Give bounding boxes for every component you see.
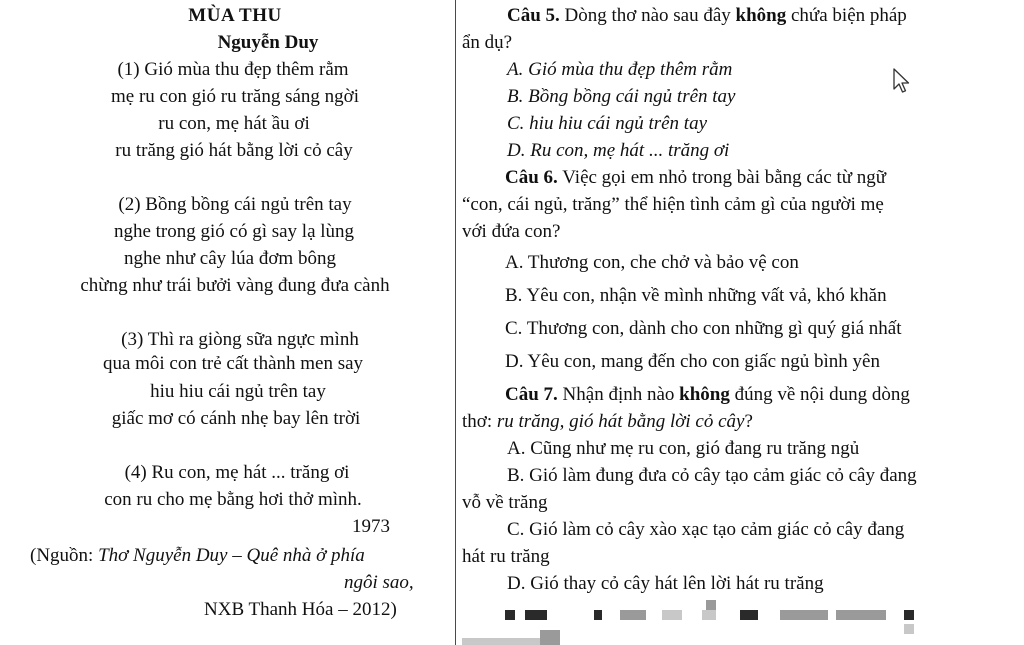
question-6-stem-cont: “con, cái ngủ, trăng” thể hiện tình cảm gì của người mẹ [462,194,884,215]
poem-line: chừng như trái bưởi vàng đung đưa cành [80,275,390,296]
question-7-label: Câu 7. [505,384,558,405]
poem-line: mẹ ru con gió ru trăng sáng ngời [110,86,360,107]
poem-line: con ru cho mẹ bằng hơi thở mình. [104,489,362,510]
answer-option[interactable]: A. Gió mùa thu đẹp thêm rằm [507,59,733,80]
poem-line: hiu hiu cái ngủ trên tay [150,381,326,402]
poem-line: nghe như cây lúa đơm bông [124,248,336,269]
source-title-continued: ngôi sao, [344,572,414,593]
answer-option[interactable]: A. Thương con, che chở và bảo vệ con [505,252,799,273]
answer-option[interactable]: C. Thương con, dành cho con những gì quý giá nhất [505,318,902,339]
answer-option-cont[interactable]: vỗ về trăng [462,492,548,513]
question-6-stem-cont: với đứa con? [462,221,561,242]
emphasis-not: không [679,384,730,405]
quoted-verse: ru trăng, gió hát bằng lời cỏ cây [496,411,745,432]
mouse-pointer-icon [892,68,910,94]
source-prefix: (Nguồn: [30,545,99,566]
source-publisher: NXB Thanh Hóa – 2012) [204,599,397,620]
poem-year: 1973 [352,516,390,537]
poem-line: nghe trong gió có gì say lạ lùng [113,221,355,242]
answer-option[interactable]: D. Yêu con, mang đến cho con giấc ngủ bình yên [505,351,880,372]
question-7-stem: Câu 7. Nhận định nào không đúng về nội dung dòng [505,384,910,405]
poem-line: (2) Bồng bồng cái ngủ trên tay [118,194,352,215]
emphasis-not: không [735,5,787,26]
answer-option[interactable]: B. Gió làm đung đưa cỏ cây tạo cảm giác cỏ cây đang [507,465,917,486]
column-divider [455,0,456,645]
answer-option[interactable]: D. Ru con, mẹ hát ... trăng ơi [507,140,730,161]
question-5-stem: Câu 5. Dòng thơ nào sau đây không chứa biện pháp [507,5,907,26]
poem-line: (1) Gió mùa thu đẹp thêm rằm [117,59,349,80]
answer-option[interactable]: C. Gió làm cỏ cây xào xạc tạo cảm giác cỏ cây đang [507,519,905,540]
poem-line: ru trăng gió hát bằng lời cỏ cây [115,140,353,161]
poem-line: (3) Thì ra giòng sữa ngực mình [121,329,359,350]
answer-option[interactable]: B. Bồng bồng cái ngủ trên tay [507,86,736,107]
question-5-stem-cont: ẩn dụ? [462,32,513,53]
poem-line: (4) Ru con, mẹ hát ... trăng ơi [124,462,350,483]
poem-title: MÙA THU [188,5,282,26]
question-7-stem-cont: thơ: ru trăng, gió hát bằng lời cỏ cây? [462,411,753,432]
answer-option[interactable]: B. Yêu con, nhận về mình những vất vả, khó khăn [505,285,887,306]
question-6-stem: Câu 6. Việc gọi em nhỏ trong bài bằng các từ ngữ [505,167,887,188]
answer-option[interactable]: A. Cũng như mẹ ru con, gió đang ru trăng ngủ [507,438,860,459]
answer-option-cont[interactable]: hát ru trăng [462,546,550,567]
poem-source [30,546,365,565]
answer-option[interactable]: C. hiu hiu cái ngủ trên tay [507,113,708,134]
poem-line: ru con, mẹ hát ầu ơi [158,113,310,134]
answer-option[interactable]: D. Gió thay cỏ cây hát lên lời hát ru trăng [507,573,824,594]
poem-line: qua môi con trẻ cất thành men say [102,353,364,374]
question-5-label: Câu 5. [507,5,560,26]
poem-author: Nguyễn Duy [217,32,319,53]
question-6-label: Câu 6. [505,167,558,188]
source-title: Thơ Nguyễn Duy – Quê nhà ở phía [98,545,365,566]
poem-line: giấc mơ có cánh nhẹ bay lên trời [111,408,361,429]
